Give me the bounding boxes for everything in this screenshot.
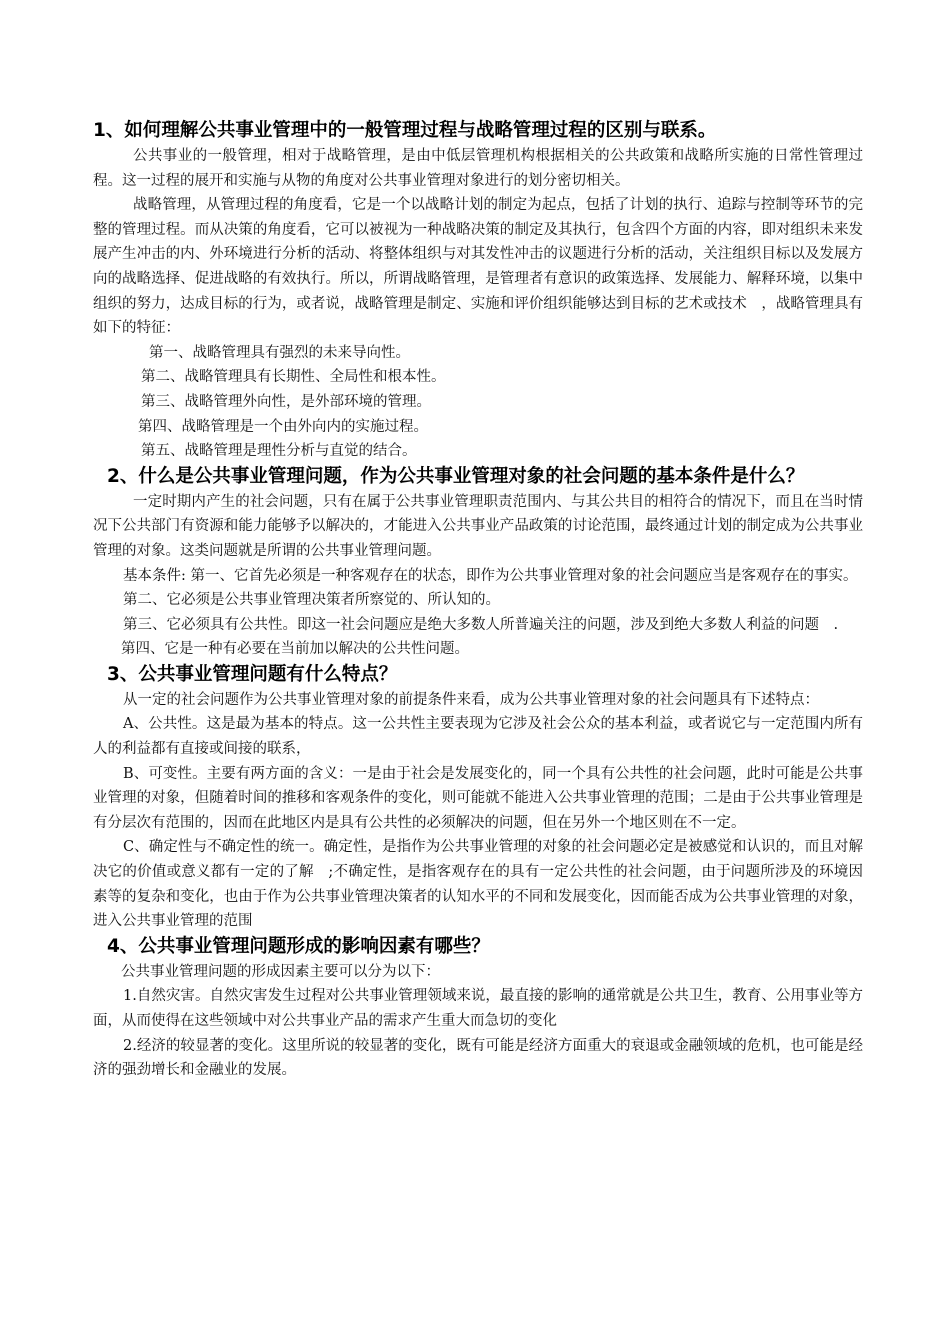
section-2-paragraph: 一定时期内产生的社会问题，只有在属于公共事业管理职责范围内、与其公共目的相符合的情况下，而且在当时情况下公共部门有资源和能力能够予以解决的，才能进入公共事业产品政策的讨论范围，最终通过计划的制定成为公共事业管理的对象。这类问题就是所谓的公共事业管理问题。 xyxy=(93,493,863,559)
section-2-paragraph: 基本条件: 第一、它首先必须是一种客观存在的状态，即作为公共事业管理对象的社会问题应当是客观存在的事实。 xyxy=(123,567,858,584)
section-1-paragraph: 公共事业的一般管理，相对于战略管理，是由中低层管理机构根据相关的公共政策和战略所实施的日常性管理过程。这一过程的展开和实施与从物的角度对公共事业管理对象进行的划分密切相关。 xyxy=(93,148,863,189)
feature-item: 第五、战略管理是理性分析与直觉的结合。 xyxy=(141,443,417,460)
section-4-heading: 4、公共事业管理问题形成的影响因素有哪些？ xyxy=(107,935,490,957)
section-4-paragraph: 1.自然灾害。自然灾害发生过程对公共事业管理领域来说，最直接的影响的通常就是公共卫生，教育、公用事业等方面，从而使得在这些领域中对公共事业产品的需求产生重大而急切的变化 xyxy=(93,988,863,1029)
feature-item: 第二、战略管理具有长期性、全局性和根本性。 xyxy=(141,369,446,386)
feature-item: 第四、战略管理是一个由外向内的实施过程。 xyxy=(138,418,428,435)
section-2-paragraph: 第三、它必须具有公共性。即这一社会问题应是绝大多数人所普遍关注的问题，涉及到绝大多数人利益的问题 . xyxy=(123,616,839,633)
section-2-paragraph: 第二、它必须是公共事业管理决策者所察觉的、所认知的。 xyxy=(123,592,500,609)
section-3-paragraph: B、可变性。主要有两方面的含义：一是由于社会是发展变化的，同一个具有公共性的社会问题，此时可能是公共事业管理的对象，但随着时间的推移和客观条件的变化，则可能就不能进入公共事业管理的范围；二是由于公共事业管理是有分层次有范围的，因而在此地区内是具有公共性的必须解决的问题，但在另外一个地区则在不一定。 xyxy=(93,765,863,831)
section-4-paragraph: 2.经济的较显著的变化。这里所说的较显著的变化，既有可能是经济方面重大的衰退或金融领域的危机，也可能是经济的强劲增长和金融业的发展。 xyxy=(93,1037,863,1079)
section-3-paragraph: A、公共性。这是最为基本的特点。这一公共性主要表现为它涉及社会公众的基本利益，或者说它与一定范围内所有人的利益都有直接或间接的联系， xyxy=(93,716,863,758)
section-4-paragraph: 公共事业管理问题的形成因素主要可以分为以下： xyxy=(121,963,440,980)
document-page xyxy=(93,118,863,1083)
section-3-heading: 3、公共事业管理问题有什么特点？ xyxy=(107,663,398,685)
section-1-heading: 1、如何理解公共事业管理中的一般管理过程与战略管理过程的区别与联系。 xyxy=(93,120,717,141)
feature-item: 第三、战略管理外向性，是外部环境的管理。 xyxy=(141,393,431,410)
section-2-paragraph: 第四、它是一种有必要在当前加以解决的公共性问题。 xyxy=(121,641,469,658)
section-3-paragraph: 从一定的社会问题作为公共事业管理对象的前提条件来看，成为公共事业管理对象的社会问题具有下述特点： xyxy=(123,691,819,708)
feature-item: 第一、战略管理具有强烈的未来导向性。 xyxy=(149,344,410,361)
section-3-paragraph: C、确定性与不确定性的统一。确定性，是指作为公共事业管理的对象的社会问题必定是被感觉和认识的，而且对解决它的价值或意义都有一定的了解 ;不确定性，是指客观存在的具有一定公共性的社会问题，由于问题所涉及的环境因素等的复杂和变化，也由于作为公共事业管理决策者的认知水平的不同和发展变化，因而能否成为公共事业管理的对象，进入公共事业管理的范围 xyxy=(93,839,863,930)
section-1-paragraph: 战略管理，从管理过程的角度看，它是一个以战略计划的制定为起点，包括了计划的执行、追踪与控制等环节的完整的管理过程。而从决策的角度看，它可以被视为一种战略决策的制定及其执行，包含四个方面的内容，即对组织未来发展产生冲击的内、外环境进行分析的活动、将整体组织与对其发性冲击的议题进行分析的活动，关注组织目标以及发展方向的战略选择、促进战略的有效执行。所以，所谓战略管理，是管理者有意识的政策选择、发展能力、解释环境，以集中组织的努力，达成目标的行为，或者说，战略管理是制定、实施和评价组织能够达到目标的艺术或技术 ，战略管理具有如下的特征： xyxy=(93,197,863,337)
section-2-heading: 2、什么是公共事业管理问题，作为公共事业管理对象的社会问题的基本条件是什么？ xyxy=(107,465,805,487)
